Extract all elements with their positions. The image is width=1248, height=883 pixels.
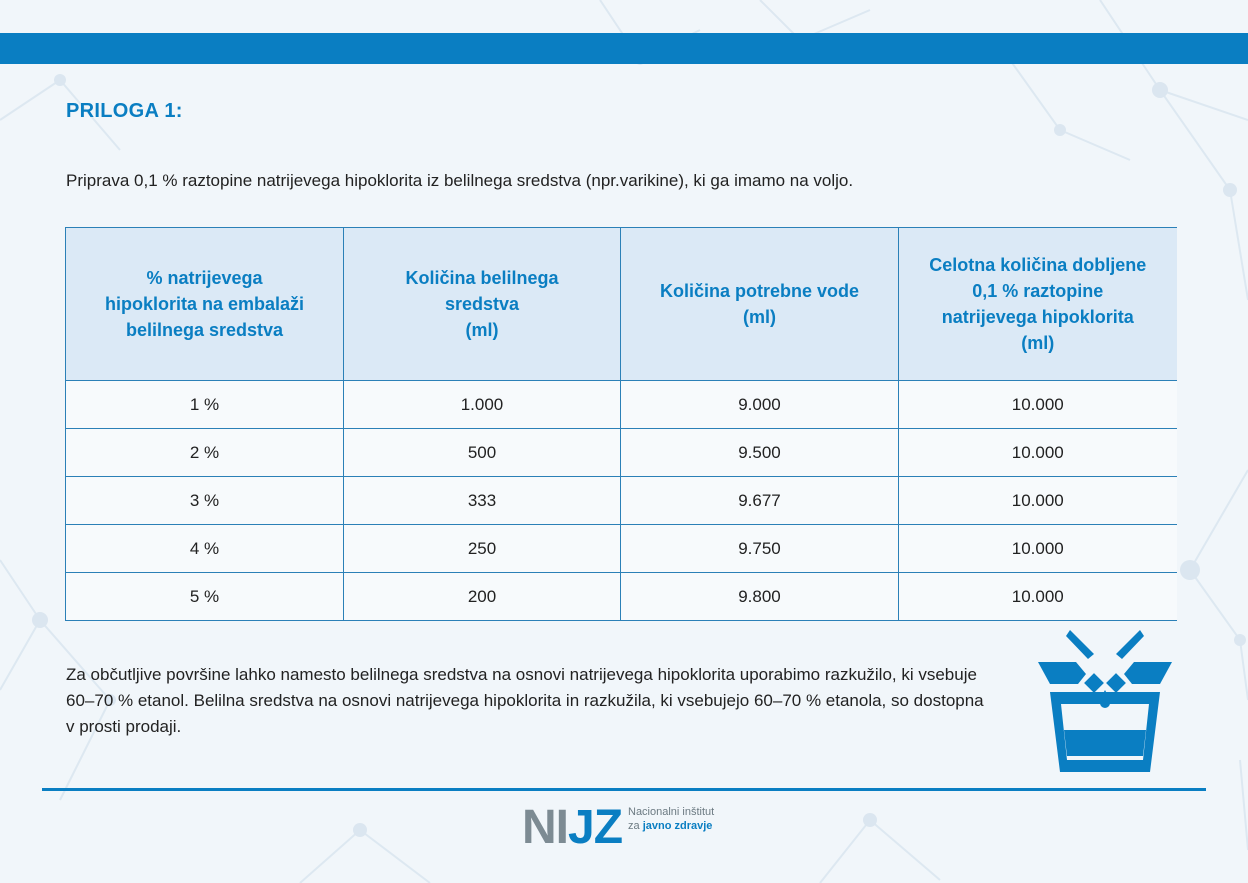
column-header-water-amount: Količina potrebne vode (ml) <box>621 228 899 381</box>
table-cell: 9.500 <box>621 429 899 477</box>
table-row <box>66 573 1177 621</box>
ethanol-note: Za občutljive površine lahko namesto belilnega sredstva na osnovi natrijevega hipoklorita uporabimo razkužilo, ki vsebuje 60–70 % etanol. Belilna sredstva na osnovi natrijevega hipoklorita in razkužila, ki vsebujejo 60–70 % etanola, so dostopna v prosti prodaji. <box>66 665 984 736</box>
table-cell: 3 % <box>66 477 344 525</box>
page-title: PRILOGA 1: <box>66 100 183 122</box>
table-cell: 10.000 <box>899 477 1177 525</box>
column-header-bleach-amount: Količina belilnega sredstva (ml) <box>344 228 621 381</box>
table-cell: 4 % <box>66 525 344 573</box>
table-cell: 1.000 <box>344 381 621 429</box>
footer-divider <box>42 788 1206 791</box>
table-row <box>66 525 1177 573</box>
column-header-total-amount: Celotna količina dobljene 0,1 % raztopine natrijevega hipoklorita (ml) <box>899 228 1177 381</box>
table-cell: 9.800 <box>621 573 899 621</box>
table-cell: 5 % <box>66 573 344 621</box>
column-header-percentage: % natrijevega hipoklorita na embalaži belilnega sredstva <box>66 228 344 381</box>
table-cell: 9.677 <box>621 477 899 525</box>
table-cell: 10.000 <box>899 381 1177 429</box>
table-row <box>66 381 1177 429</box>
dilution-table <box>65 227 1177 621</box>
intro-text: Priprava 0,1 % raztopine natrijevega hipoklorita iz belilnega sredstva (npr.varikine), ki ga imamo na voljo. <box>66 171 854 190</box>
table-cell: 250 <box>344 525 621 573</box>
header-band <box>0 33 1248 64</box>
table-cell: 1 % <box>66 381 344 429</box>
logo-wordmark <box>628 805 714 833</box>
table-cell: 2 % <box>66 429 344 477</box>
table-cell: 9.750 <box>621 525 899 573</box>
table-cell: 333 <box>344 477 621 525</box>
table-row <box>66 429 1177 477</box>
table-header-row <box>66 228 1177 381</box>
table-cell: 9.000 <box>621 381 899 429</box>
table-cell: 500 <box>344 429 621 477</box>
table-cell: 10.000 <box>899 525 1177 573</box>
logo-mark: NIJZ <box>522 801 623 854</box>
logo-line-2: za javno zdravje <box>628 820 713 832</box>
table-cell: 10.000 <box>899 429 1177 477</box>
logo-line-1: Nacionalni inštitut <box>628 806 715 818</box>
bleach-bucket-icon <box>1030 626 1180 776</box>
table-row <box>66 477 1177 525</box>
table-cell: 200 <box>344 573 621 621</box>
table-cell: 10.000 <box>899 573 1177 621</box>
